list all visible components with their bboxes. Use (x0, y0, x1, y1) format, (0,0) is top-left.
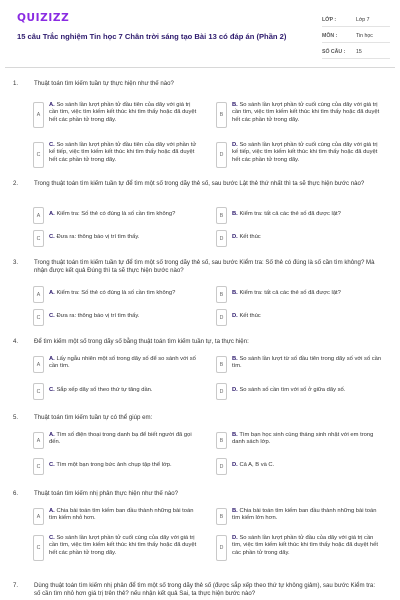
worksheet-header (0, 0, 400, 70)
option-text (49, 211, 199, 218)
question-number: 5. (13, 414, 19, 421)
option-key: A. (49, 356, 55, 362)
option-c[interactable] (33, 535, 208, 561)
option-letter-box: D (216, 458, 227, 475)
option-key: C. (49, 387, 55, 393)
option-key: C. (49, 142, 55, 148)
option-c[interactable] (33, 142, 208, 168)
option-text (49, 142, 199, 164)
option-key: A. (49, 211, 55, 217)
option-key: B. (232, 508, 238, 514)
option-a[interactable] (33, 286, 208, 303)
option-letter-box: B (216, 102, 227, 128)
option-body: So sánh lần lượt phần tử cuối cùng của dãy với giá trị cần tìm, việc tìm kiếm kết thúc khi tìm thấy hoặc đã duyệt hết các phần tử trong dãy. (49, 535, 197, 556)
option-letter-box: C (33, 383, 44, 400)
option-d[interactable] (216, 309, 391, 326)
question-number: 3. (13, 259, 19, 266)
option-a[interactable] (33, 102, 208, 128)
meta-label: SỐ CÂU : (322, 49, 346, 55)
option-text (232, 290, 382, 297)
option-key: D. (232, 313, 238, 319)
question-text: Thuật toán tìm kiếm tuần tự có thể giúp em: (34, 414, 153, 421)
option-key: B. (232, 290, 238, 296)
option-letter-box: D (216, 383, 227, 400)
option-d[interactable] (216, 230, 391, 247)
option-text (49, 102, 199, 124)
meta-label: MÔN : (322, 33, 338, 39)
option-body: Đưa ra: thông báo vị trí tìm thấy. (56, 313, 140, 319)
question-text: Để tìm kiếm một số trong dãy số bằng thuật toán tìm kiếm tuần tự, ta thực hiện: (34, 338, 249, 345)
meta-row-class (322, 14, 390, 27)
option-body: Cả A, B và C. (239, 462, 275, 468)
option-text (232, 234, 382, 241)
meta-row-subject (322, 30, 390, 43)
option-body: Tìm số điện thoại trong danh bạ để biết người đã gọi đến. (49, 432, 192, 446)
option-letter-box: C (33, 309, 44, 326)
option-key: D. (232, 234, 238, 240)
question-number: 6. (13, 490, 19, 497)
option-body: Kiểm tra: tất cả các thẻ số đã được lật? (239, 211, 341, 217)
question-number: 7. (13, 582, 19, 589)
option-c[interactable] (33, 458, 208, 475)
question-text: Dùng thuật toán tìm kiếm nhị phân để tìm một số trong dãy thẻ số (được sắp xếp theo thứ tự không giảm), sau bước Kiểm tra: số cần tìm nhỏ hơn giá trị trên thẻ? nếu nhận kết quả Sai, ta thực hiện bước nào? (34, 582, 376, 598)
meta-value: Lớp 7 (356, 17, 370, 23)
option-b[interactable] (216, 207, 391, 224)
option-body: Chia bài toán tìm kiếm ban đầu thành những bài toán tìm kiếm nhỏ hơn. (49, 508, 194, 522)
option-text (232, 508, 382, 523)
option-text (232, 535, 382, 557)
option-key: B. (232, 356, 238, 362)
option-text (232, 462, 382, 469)
option-key: D. (232, 142, 238, 148)
option-body: Đưa ra: thông báo vị trí tìm thấy. (56, 234, 140, 240)
option-key: A. (49, 508, 55, 514)
option-key: B. (232, 102, 238, 108)
option-c[interactable] (33, 383, 208, 400)
option-text (232, 387, 382, 394)
option-letter-box: B (216, 207, 227, 224)
option-letter-box: A (33, 508, 44, 525)
option-body: Kiểm tra: Số thẻ có đúng là số cần tìm không? (56, 290, 176, 296)
option-letter-box: D (216, 309, 227, 326)
option-letter-box: B (216, 432, 227, 449)
meta-value: 15 (356, 49, 362, 55)
option-key: D. (232, 535, 238, 541)
option-key: B. (232, 211, 238, 217)
option-text (49, 234, 199, 241)
option-body: So sánh lần lượt từ số đầu tiên trong dãy số với số cần tìm. (232, 356, 382, 370)
option-d[interactable] (216, 535, 391, 561)
option-key: C. (49, 462, 55, 468)
question-number: 2. (13, 180, 19, 187)
option-a[interactable] (33, 356, 208, 373)
worksheet-meta (322, 14, 390, 62)
option-body: Chia bài toán tìm kiếm ban đầu thành những bài toán tìm kiếm lớn hơn. (232, 508, 377, 522)
option-letter-box: C (33, 458, 44, 475)
option-key: C. (49, 313, 55, 319)
option-body: Kết thúc (239, 234, 261, 240)
option-body: Kiểm tra: Số thẻ có đúng là số cần tìm không? (56, 211, 176, 217)
question-text: Thuật toán tìm kiếm tuần tự thực hiện như thế nào? (34, 80, 174, 87)
option-text (232, 432, 382, 447)
option-key: B. (232, 432, 238, 438)
option-c[interactable] (33, 309, 208, 326)
question-text: Thuật toán tìm kiếm nhị phân thực hiện như thế nào? (34, 490, 179, 497)
option-body: Kiểm tra: tất cả các thẻ số đã được lật? (239, 290, 341, 296)
option-letter-box: A (33, 356, 44, 373)
option-letter-box: A (33, 286, 44, 303)
option-body: So sánh lần lượt phần tử đầu tiên của dãy với giá trị cần tìm, việc tìm kiếm kết thúc khi tìm thấy hoặc đã duyệt hết các phần tử trong dãy. (49, 102, 197, 123)
option-text (49, 290, 199, 297)
option-key: A. (49, 290, 55, 296)
question-number: 4. (13, 338, 19, 345)
option-letter-box: C (33, 142, 44, 168)
option-letter-box: C (33, 230, 44, 247)
option-body: Lấy ngẫu nhiên một số trong dãy số để so sánh với số cần tìm. (49, 356, 196, 370)
option-letter-box: B (216, 286, 227, 303)
option-letter-box: A (33, 432, 44, 449)
option-body: Tìm một bạn trong bức ảnh chụp tập thể lớp. (56, 462, 172, 468)
option-key: A. (49, 102, 55, 108)
option-body: So sánh lần lượt phần tử đầu của dãy với giá trị cần tìm, việc tìm kiếm kết thúc khi tìm thấy hoặc đã duyệt hết các phần tử trong dãy. (232, 535, 378, 556)
option-b[interactable] (216, 286, 391, 303)
option-a[interactable] (33, 508, 208, 525)
option-d[interactable] (216, 142, 391, 168)
option-key: D. (232, 462, 238, 468)
option-letter-box: B (216, 356, 227, 373)
option-body: Tìm bạn học sinh cùng tháng sinh nhật với em trong danh sách lớp. (232, 432, 374, 446)
meta-value: Tin học (356, 33, 373, 39)
option-text (49, 462, 199, 469)
option-key: C. (49, 535, 55, 541)
option-letter-box: B (216, 508, 227, 525)
option-text (232, 356, 382, 371)
option-body: So sánh số cần tìm với số ở giữa dãy số. (239, 387, 346, 393)
option-body: So sánh lần lượt phần tử đầu tiên của dãy với phần tử kế tiếp, việc tìm kiếm kết thúc khi tìm thấy hoặc đã duyệt hết các phần tử trong dãy. (49, 142, 197, 163)
option-body: Kết thúc (239, 313, 261, 319)
option-body: So sánh lần lượt phần tử cuối cùng của dãy với giá trị kế tiếp, việc tìm kiếm kết thúc khi tìm thấy hoặc đã duyệt hết các phần tử trong dãy. (232, 142, 378, 163)
option-text (49, 313, 199, 320)
option-key: A. (49, 432, 55, 438)
option-text (49, 387, 199, 394)
option-key: D. (232, 387, 238, 393)
option-letter-box: A (33, 102, 44, 128)
option-letter-box: C (33, 535, 44, 561)
option-a[interactable] (33, 207, 208, 224)
question-text: Trong thuật toán tìm kiếm tuần tự để tìm một số trong dãy thẻ số, sau bước Kiểm tra: Số thẻ có đúng là số cần tìm không? Mà nhận được kết quả Đúng thì ta sẽ thực hiện bước nào? (34, 259, 375, 275)
option-c[interactable] (33, 230, 208, 247)
option-text (49, 356, 199, 371)
option-text (232, 211, 382, 218)
option-text (232, 313, 382, 320)
option-key: C. (49, 234, 55, 240)
question-text: Trong thuật toán tìm kiếm tuần tự để tìm một số trong dãy thẻ số, sau bước Lật thẻ thứ nhất thì ta sẽ thực hiện bước nào? (34, 180, 365, 187)
option-a[interactable] (33, 432, 208, 449)
option-text (232, 102, 382, 124)
option-body: So sánh lần lượt phần tử cuối cùng của dãy với giá trị cần tìm, việc tìm kiếm kết thúc khi tìm thấy hoặc đã duyệt hết các phần tử trong dãy. (232, 102, 380, 123)
option-d[interactable] (216, 458, 391, 475)
option-letter-box: D (216, 230, 227, 247)
option-b[interactable] (216, 508, 391, 525)
meta-row-question-count (322, 46, 390, 59)
question-number: 1. (13, 80, 19, 87)
option-letter-box: D (216, 142, 227, 168)
option-text (49, 432, 199, 447)
meta-label: LỚP : (322, 17, 337, 23)
option-b[interactable] (216, 432, 391, 449)
option-letter-box: A (33, 207, 44, 224)
option-text (49, 535, 199, 557)
option-text (49, 508, 199, 523)
option-b[interactable] (216, 102, 391, 128)
option-b[interactable] (216, 356, 391, 373)
worksheet-title: 15 câu Trắc nghiệm Tin học 7 Chân trời sáng tạo Bài 13 có đáp án (Phần 2) (17, 32, 287, 41)
option-d[interactable] (216, 383, 391, 400)
option-letter-box: D (216, 535, 227, 561)
quizizz-logo: QUIZIZZ (17, 12, 70, 24)
option-text (232, 142, 382, 164)
option-body: Sắp xếp dãy số theo thứ tự tăng dần. (56, 387, 153, 393)
header-divider (5, 67, 395, 68)
